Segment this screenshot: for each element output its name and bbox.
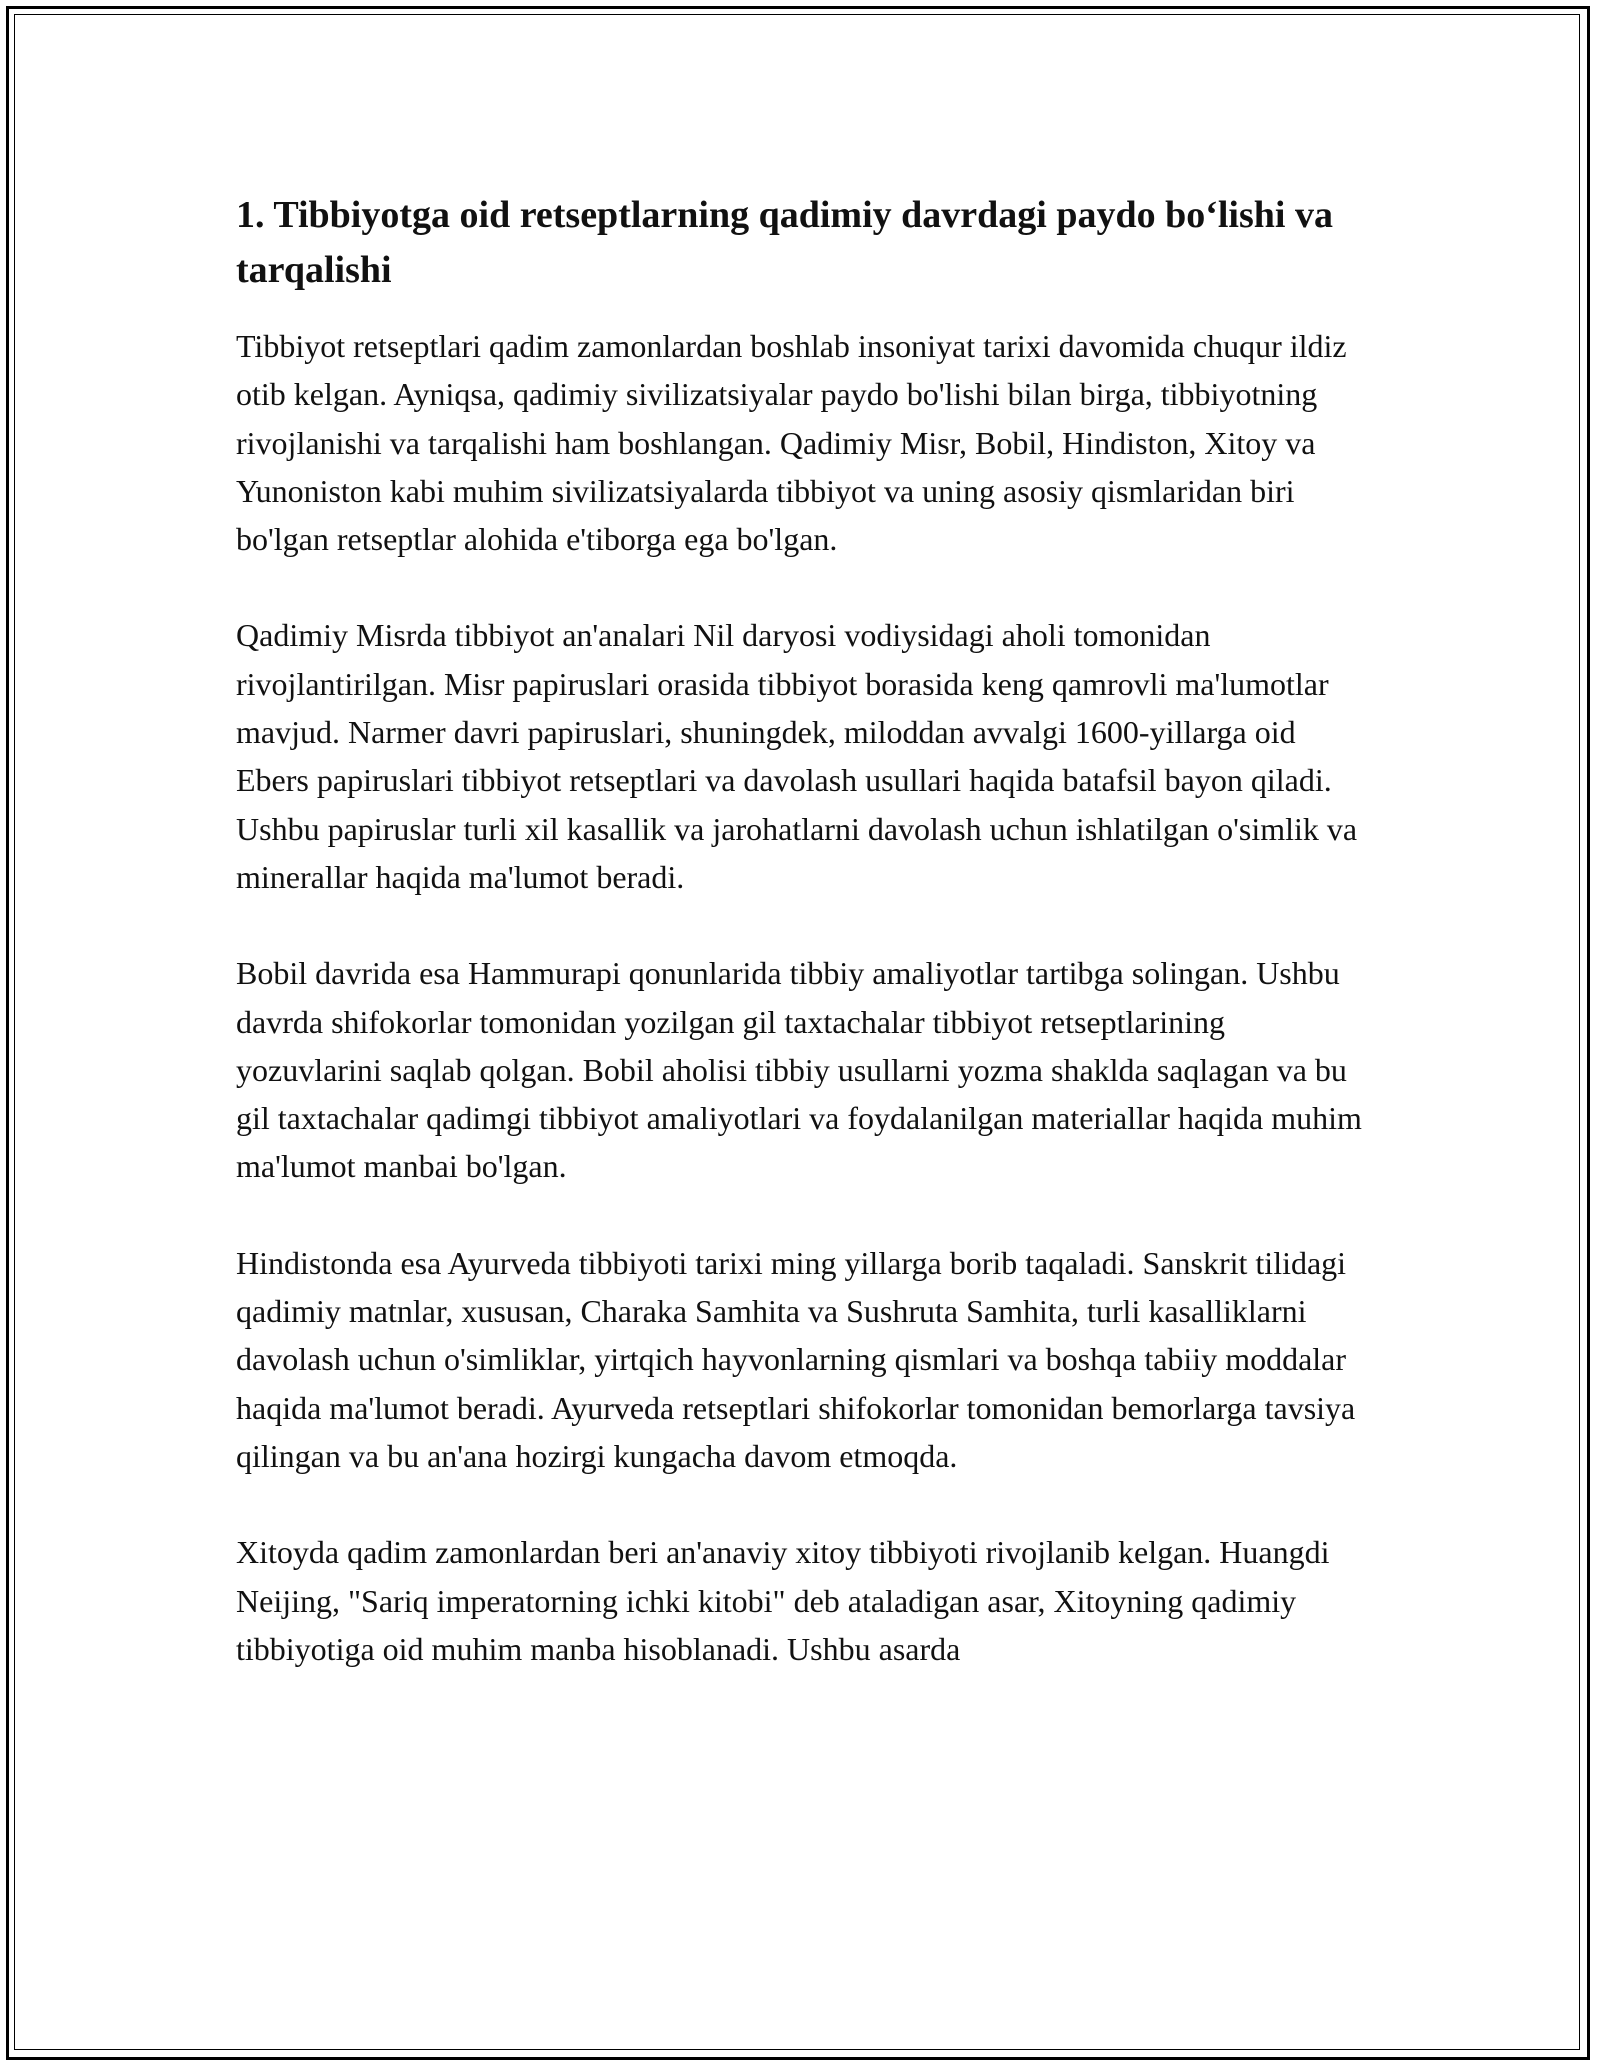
paragraph-egypt: Qadimiy Misrda tibbiyot an'analari Nil daryosi vodiysidagi aholi tomonidan rivojlantirilgan. Misr papiruslari orasida tibbiyot borasida keng qamrovli ma'lumotlar mavjud. Narmer davri papiruslari, shuningdek, miloddan avvalgi 1600-yillarga oid Ebers papiruslari tibbiyot retseptlari va davolash usullari haqida batafsil bayon qiladi. Ushbu papiruslar turli xil kasallik va jarohatlarni davolash uchun ishlatilgan o'simlik va minerallar haqida ma'lumot beradi.: [236, 617, 1358, 895]
paragraph-china: Xitoyda qadim zamonlardan beri an'anaviy xitoy tibbiyoti rivojlanib kelgan. Huangdi Neijing, "Sariq imperatorning ichki kitobi" deb ataladigan asar, Xitoyning qadimiy tibbiyotiga oid muhim manba hisoblanadi. Ushbu asarda: [236, 1534, 1330, 1667]
section-heading: 1. Tibbiyotga oid retseptlarning qadimiy davrdagi paydo bo‘lishi va tarqalishi: [236, 194, 1333, 291]
paragraph-india: Hindistonda esa Ayurveda tibbiyoti tarixi ming yillarga borib taqaladi. Sanskrit tilidagi qadimiy matnlar, xususan, Charaka Samhita va Sushruta Samhita, turli kasalliklarni davolash uchun o'simliklar, yirtqich hayvonlarning qismlari va boshqa tabiiy moddalar haqida ma'lumot beradi. Ayurveda retseptlari shifokorlar tomonidan bemorlarga tavsiya qilingan va bu an'ana hozirgi kungacha davom etmoqda.: [236, 1244, 1356, 1474]
paragraph-intro: Tibbiyot retseptlari qadim zamonlardan boshlab insoniyat tarixi davomida chuqur ildiz otib kelgan. Ayniqsa, qadimiy sivilizatsiyalar paydo bo'lishi bilan birga, tibbiyotning rivojlanishi va tarqalishi ham boshlangan. Qadimiy Misr, Bobil, Hindiston, Xitoy va Yunoniston kabi muhim sivilizatsiyalarda tibbiyot va uning asosiy qismlaridan biri bo'lgan retseptlar alohida e'tiborga ega bo'lgan.: [236, 328, 1347, 558]
document-body: [236, 188, 1366, 1721]
paragraph-babylon: Bobil davrida esa Hammurapi qonunlarida tibbiy amaliyotlar tartibga solingan. Ushbu davrda shifokorlar tomonidan yozilgan gil taxtachalar tibbiyot retseptlarining yozuvlarini saqlab qolgan. Bobil aholisi tibbiy usullarni yozma shaklda saqlagan va bu gil taxtachalar qadimgi tibbiyot amaliyotlari va foydalanilgan materiallar haqida muhim ma'lumot manbai bo'lgan.: [236, 955, 1362, 1185]
